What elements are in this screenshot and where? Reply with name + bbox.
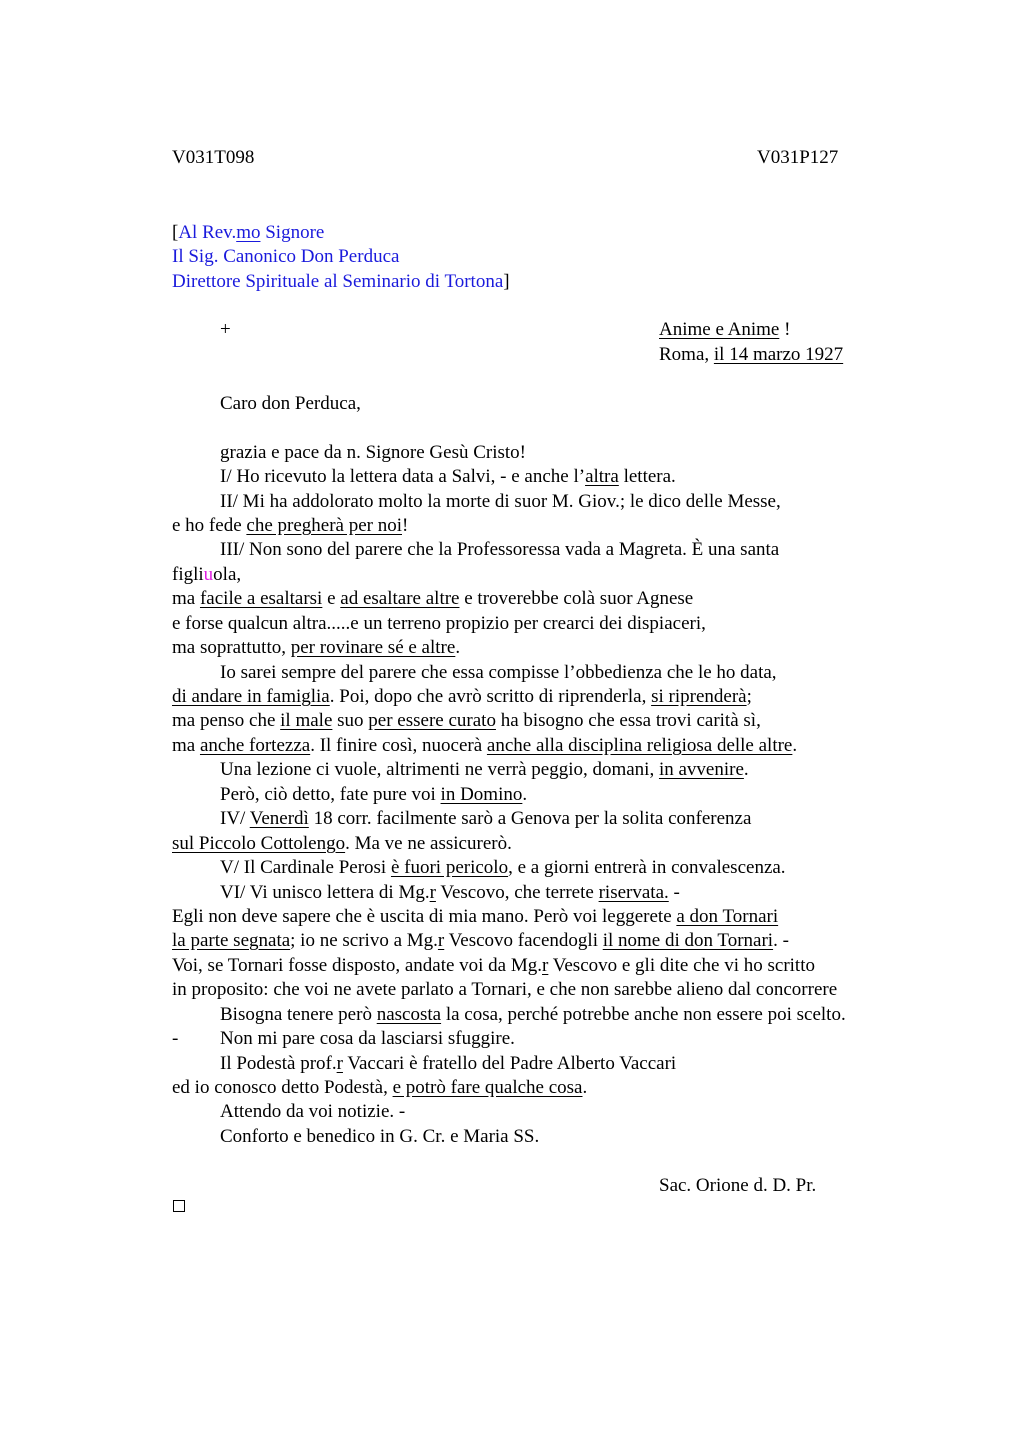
- body-line: Però, ciò detto, fate pure voi in Domino.: [220, 784, 528, 805]
- body-line: IV/ Venerdì 18 corr. facilmente sarò a Genova per la solita conferenza: [220, 808, 752, 829]
- end-marker-square-icon: [173, 1200, 185, 1212]
- signature: Sac. Orione d. D. Pr.: [659, 1175, 817, 1196]
- body-line: Bisogna tenere però nascosta la cosa, perché potrebbe anche non essere poi scelto.: [220, 1004, 846, 1025]
- body-line: figliuola,: [172, 564, 242, 585]
- body-line-dash: -: [172, 1028, 179, 1049]
- body-line: e ho fede che pregherà per noi!: [172, 515, 409, 536]
- body-line: Attendo da voi notizie. -: [220, 1101, 406, 1122]
- address-line-1: [Al Rev.mo Signore: [172, 222, 325, 243]
- body-line: Il Podestà prof.r Vaccari è fratello del Padre Alberto Vaccari: [220, 1053, 677, 1074]
- body-line: la parte segnata; io ne scrivo a Mg.r Vescovo facendogli il nome di don Tornari. -: [172, 930, 789, 951]
- body-line: e forse qualcun altra.....e un terreno propizio per crearci dei dispiaceri,: [172, 613, 706, 634]
- body-line: Non mi pare cosa da lasciarsi sfuggire.: [220, 1028, 515, 1049]
- salutation: Caro don Perduca,: [220, 393, 361, 414]
- document-code-right: V031P127: [757, 147, 839, 168]
- body-line: sul Piccolo Cottolengo. Ma ve ne assicurerò.: [172, 833, 512, 854]
- body-line: Io sarei sempre del parere che essa compisse l’obbedienza che le ho data,: [220, 662, 777, 683]
- body-line: VI/ Vi unisco lettera di Mg.r Vescovo, che terrete riservata. -: [220, 882, 680, 903]
- body-line: Una lezione ci vuole, altrimenti ne verrà peggio, domani, in avvenire.: [220, 759, 749, 780]
- body-line: di andare in famiglia. Poi, dopo che avrò scritto di riprenderla, si riprenderà;: [172, 686, 752, 707]
- body-line: Egli non deve sapere che è uscita di mia mano. Però voi leggerete a don Tornari: [172, 906, 779, 927]
- body-line: V/ Il Cardinale Perosi è fuori pericolo, e a giorni entrerà in convalescenza.: [220, 857, 786, 878]
- document-code-left: V031T098: [172, 147, 255, 168]
- body-line: grazia e pace da n. Signore Gesù Cristo!: [220, 442, 527, 463]
- body-line: ma soprattutto, per rovinare sé e altre.: [172, 637, 461, 658]
- body-line: ma anche fortezza. Il finire così, nuocerà anche alla disciplina religiosa delle altre.: [172, 735, 798, 756]
- address-line-3: Direttore Spirituale al Seminario di Tortona]: [172, 271, 510, 292]
- place-date: Roma, il 14 marzo 1927: [659, 344, 844, 365]
- body-line: Voi, se Tornari fosse disposto, andate voi da Mg.r Vescovo e gli dite che vi ho scritto: [172, 955, 815, 976]
- motto: Anime e Anime !: [659, 319, 791, 340]
- body-line: Conforto e benedico in G. Cr. e Maria SS.: [220, 1126, 540, 1147]
- body-line: ma penso che il male suo per essere curato ha bisogno che essa trovi carità sì,: [172, 710, 761, 731]
- body-line: in proposito: che voi ne avete parlato a Tornari, e che non sarebbe alieno dal concorrere: [172, 979, 838, 1000]
- body-line: I/ Ho ricevuto la lettera data a Salvi, - e anche l’altra lettera.: [220, 466, 676, 487]
- body-line: III/ Non sono del parere che la Professoressa vada a Magreta. È una santa: [220, 539, 780, 560]
- body-line: II/ Mi ha addolorato molto la morte di suor M. Giov.; le dico delle Messe,: [220, 491, 781, 512]
- body-line: ma facile a esaltarsi e ad esaltare altre e troverebbe colà suor Agnese: [172, 588, 694, 609]
- cross-symbol: +: [220, 319, 231, 340]
- address-line-2: Il Sig. Canonico Don Perduca: [172, 246, 400, 267]
- body-line: ed io conosco detto Podestà, e potrò fare qualche cosa.: [172, 1077, 588, 1098]
